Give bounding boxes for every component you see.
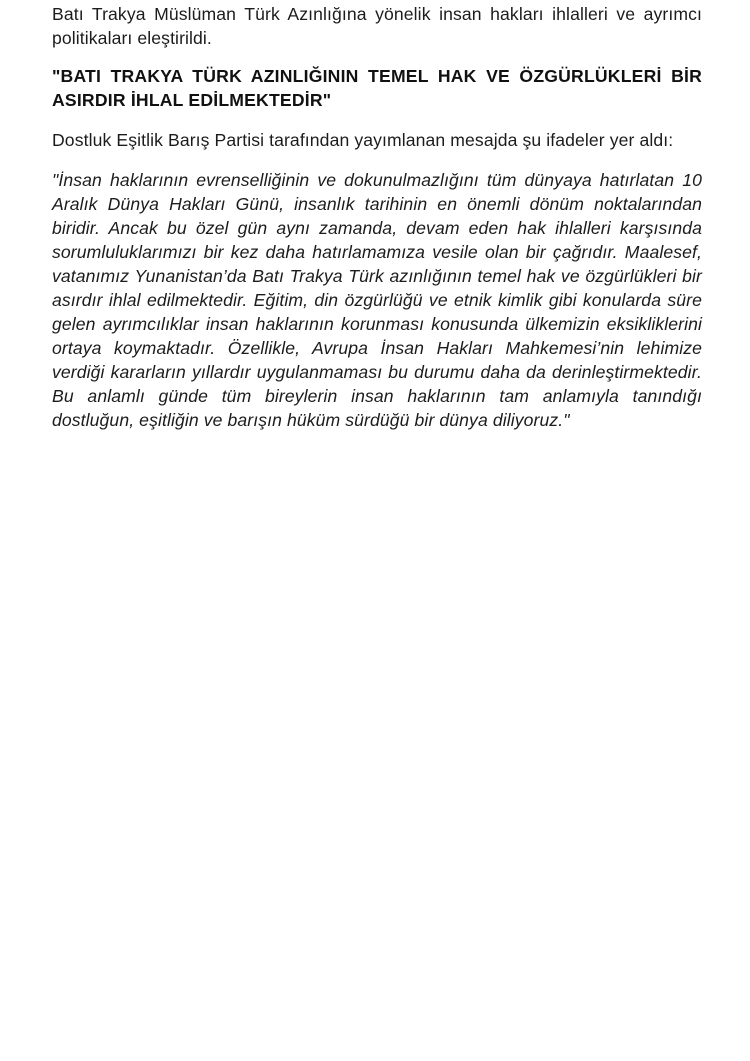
intro-paragraph: Batı Trakya Müslüman Türk Azınlığına yönelik insan hakları ihlalleri ve ayrımcı politikaları eleştirildi. (52, 4, 702, 48)
article-heading: "BATI TRAKYA TÜRK AZINLIĞININ TEMEL HAK VE ÖZGÜRLÜKLERİ BİR ASIRDIR İHLAL EDİLMEKTEDİR" (52, 66, 702, 110)
lead-paragraph: Dostluk Eşitlik Barış Partisi tarafından yayımlanan mesajda şu ifadeler yer aldı: (52, 130, 674, 150)
quote-paragraph: "İnsan haklarının evrenselliğinin ve dokunulmazlığını tüm dünyaya hatırlatan 10 Aralık Dünya Hakları Günü, insanlık tarihinin en önemli dönüm noktalarından biridir. Ancak bu özel gün aynı zamanda, devam eden hak ihlalleri karşısında sorumluluklarımızı bir kez daha hatırlamamıza vesile olan bir çağrıdır. Maalesef, vatanımız Yunanistan’da Batı Trakya Türk azınlığının temel hak ve özgürlükleri bir asırdır ihlal edilmektedir. Eğitim, din özgürlüğü ve etnik kimlik gibi konularda süre gelen ayrımcılıklar insan haklarının korunması konusunda ülkemizin eksikliklerini ortaya koymaktadır. Özellikle, Avrupa İnsan Hakları Mahkemesi’nin lehimize verdiği kararların yıllardır uygulanmaması bu durumu daha da derinleştirmektedir. Bu anlamlı günde tüm bireylerin insan haklarının tam anlamıyla tanındığı dostluğun, eşitliğin ve barışın hüküm sürdüğü bir dünya diliyoruz." (52, 170, 702, 430)
document-page (52, 0, 702, 432)
